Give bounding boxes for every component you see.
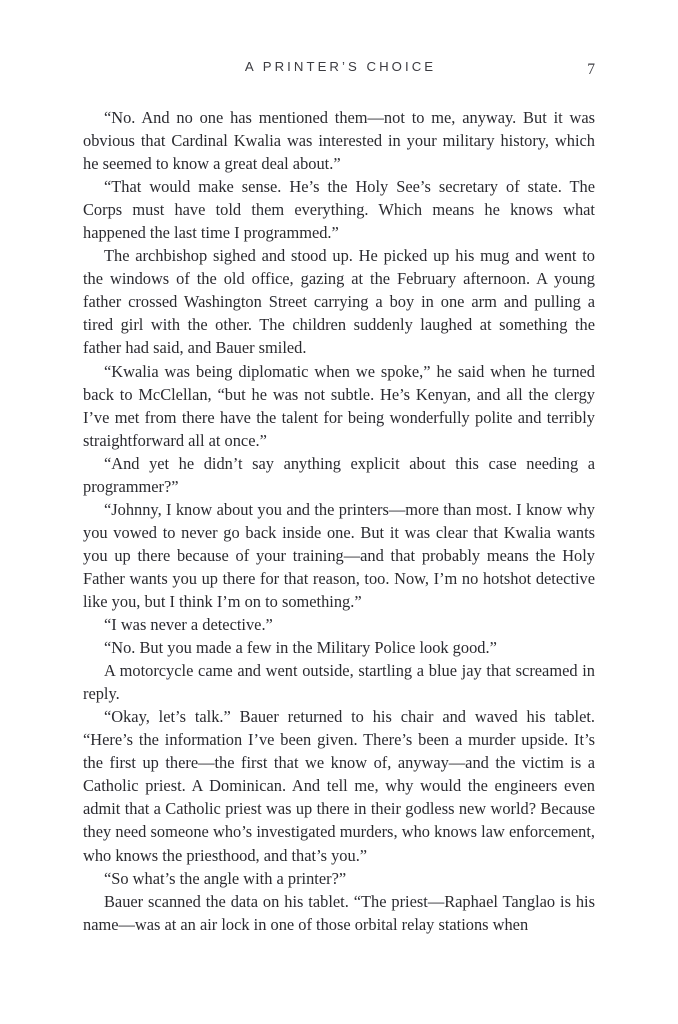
body-paragraph: “Okay, let’s talk.” Bauer returned to his chair and waved his tablet. “Here’s the information I’ve been given. There’s been a murder upside. It’s the first up there—the first that we know of, anyway—and the victim is a Catholic priest. A Dominican. And tell me, why would the engineers even admit that a Catholic priest was up there in their godless new world? Because they need someone who’s investigated murders, who knows law enforcement, who knows the priesthood, and that’s you.” (83, 707, 595, 865)
body-paragraph: A motorcycle came and went outside, startling a blue jay that screamed in reply. (83, 661, 595, 704)
body-paragraph: “Kwalia was being diplomatic when we spoke,” he said when he turned back to McClellan, “but he was not subtle. He’s Kenyan, and all the clergy I’ve met from there have the talent for being wonderfully polite and terribly straightforward all at once.” (83, 361, 595, 450)
body-paragraph: “So what’s the angle with a printer?” (104, 868, 347, 888)
body-paragraph: “No. But you made a few in the Military Police look good.” (104, 638, 497, 658)
running-head (83, 59, 595, 81)
body-paragraph: Bauer scanned the data on his tablet. “The priest—Raphael Tanglao is his name—was at an air lock in one of those orbital relay stations when (83, 891, 595, 934)
body-paragraph: “Johnny, I know about you and the printers—more than most. I know why you vowed to never go back inside one. But it was clear that Kwalia wants you up there because of your training—and that probably means the Holy Father wants you up there for that reason, too. Now, I’m no hotshot detective like you, but I think I’m on to something.” (83, 499, 595, 611)
body-paragraph: The archbishop sighed and stood up. He picked up his mug and went to the windows of the old office, gazing at the February afternoon. A young father crossed Washington Street carrying a boy in one arm and pulling a tired girl with the other. The children suddenly laughed at something the father had said, and Bauer smiled. (83, 246, 595, 358)
body-paragraph: “I was never a detective.” (104, 615, 273, 635)
body-paragraph: “That would make sense. He’s the Holy See’s secretary of state. The Corps must have told them everything. Which means he knows what happened the last time I programmed.” (83, 177, 595, 243)
body-paragraph: “No. And no one has mentioned them—not to me, anyway. But it was obvious that Cardinal Kwalia was interested in your military history, which he seemed to know a great deal about.” (83, 108, 595, 174)
running-head-title: A PRINTER’S CHOICE (244, 59, 437, 74)
page-number: 7 (587, 61, 595, 78)
body-paragraph: “And yet he didn’t say anything explicit about this case needing a programmer?” (83, 453, 595, 496)
body-text (83, 106, 595, 936)
